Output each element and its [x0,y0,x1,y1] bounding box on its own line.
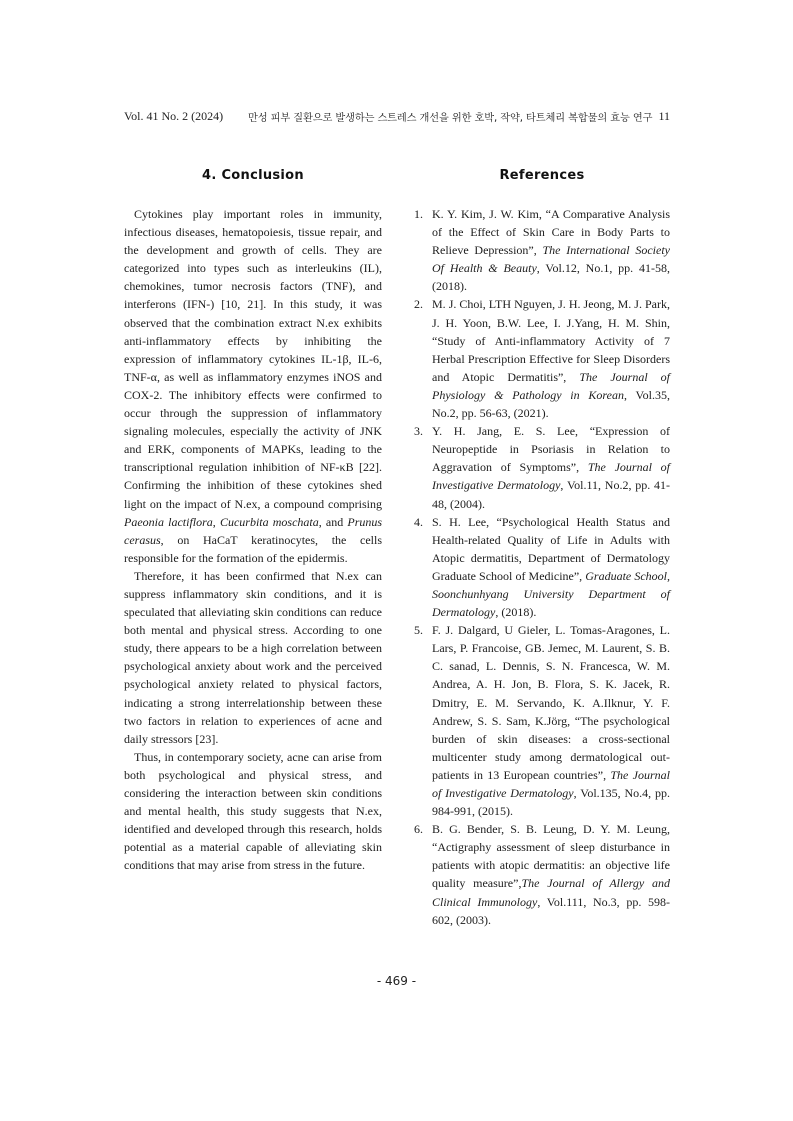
p1-text-b: , on HaCaT keratinocytes, the cells responsible for the formation of the epidermis. [124,532,382,565]
reference-journal: The International Society Of Health & Beauty [432,243,670,276]
species-paeonia: Paeonia lactiflora [124,514,213,529]
reference-list [414,205,670,929]
conclusion-paragraph-3: Thus, in contemporary society, acne can arise from both psychological and physical stress, and considering the interaction between skin conditions and mental health, this study suggests that N.ex, identified and developed through this research, holds potential as a material capable of alleviating skin conditions that may arise from stress in the future. [124,749,382,873]
conclusion-paragraph-2: Therefore, it has been confirmed that N.ex can suppress inflammatory skin conditions, and it is speculated that alleviating skin conditions can reduce both mental and physical stress. According to one study, there appears to be a high correlation between psychological anxiety about work and the perceived psychological anxiety related to physical factors, indicating a strong interrelationship between these two factors in relation to experiences of acne and daily stressors [23]. [124,568,382,746]
reference-authors: M. J. Choi, LTH Nguyen, J. H. Jeong, M. J. Park, J. H. Yoon, B.W. Lee, I. J.Yang, H. M. Shin, “Study of Anti-inflammatory Activity of 7 Herbal Prescription Effective for Sleep Disorders and Atopic Dermatitis”, [432,297,670,384]
reference-authors: B. G. Bender, S. B. Leung, D. Y. M. Leung, “Actigraphy assessment of sleep disturbance in patients with atopic dermatitis: an objective life quality measure”, [432,822,670,891]
species-cucurbita: Cucurbita moschata [219,514,319,529]
reference-journal: The Journal of Physiology & Pathology in Korean [432,369,670,402]
conclusion-body [124,205,382,874]
reference-item [414,513,670,622]
reference-number: 6. [414,822,423,837]
reference-number: 3. [414,424,423,439]
reference-item [414,422,670,512]
journal-volume: Vol. 41 No. 2 (2024) [124,109,224,123]
species-prunus: Prunus cerasus [124,514,383,547]
references-column [414,168,670,941]
reference-journal: The Journal of Investigative Dermatology [432,767,670,800]
reference-number: 1. [414,207,423,221]
reference-item [414,205,670,295]
reference-details: , Vol.35, No.2, pp. 56-63, (2021). [432,387,670,421]
footer-page-number: - 469 - [376,974,417,988]
running-header [124,109,670,127]
p1-text-a: Cytokines play important roles in immunity, infectious diseases, hematopoiesis, tissue repair, and the development and growth of cells. They are categorized into types such as interleukins (IL), chemokines, tumor necrosis factors (TNF), and interferons (IFN-) [10, 21]. In this study, it was observed that the combination extract N.ex exhibits anti-inflammatory effects by inhibiting the expression of inflammatory cytokines IL-1β, IL-6, TNF-α, as well as inflammatory enzymes iNOS and COX-2. The inhibitory effects were confirmed to occur through the suppression of inflammatory signaling molecules, especially the activity of JNK and ERK, components of MAPKs, leading to the transcriptional regulation inhibition of NF-κB [22]. Confirming the inhibition of these cytokines shed light on the impact of N.ex, a compound comprising [124,207,382,511]
reference-item [414,621,670,820]
reference-details: , Vol.135, No.4, pp. 984-991, (2015). [432,786,671,819]
reference-journal: The Journal of Investigative Dermatology [432,460,670,493]
reference-authors: K. Y. Kim, J. W. Kim, “A Comparative Analysis of the Effect of Skin Care in Body Parts to Relieve Depression”, [432,207,670,258]
reference-number: 4. [414,514,423,529]
reference-number: 5. [414,623,423,638]
reference-authors: F. J. Dalgard, U Gieler, L. Tomas-Aragones, L. Lars, P. Francoise, GB. Jemec, M. Laurent, S. B. C. sanad, L. Dennis, S. N. Francesca, W. M. Andrea, A. H. Jon, B. Flora, S. K. Jacek, R. Dmitry, E. M. Servando, K. A.Ilknur, Y. F. Andrew, S. S. Sam, K.Jörg, “The psychological burden of skin diseases: a cross-sectional multicenter study among dermatological out-patients in 13 European countries”, [432,623,670,782]
reference-item [414,820,670,929]
reference-details: , (2018). [495,605,537,620]
reference-details: , Vol.111, No.3, pp. 598-602, (2003). [432,894,670,927]
header-page-number: 11 [658,109,670,123]
reference-details: , Vol.11, No.2, pp. 41-48, (2004). [432,478,670,511]
p1-sep-2: , and [318,514,348,529]
reference-authors: Y. H. Jang, E. S. Lee, “Expression of Neuropeptide in Psoriasis in Relation to Aggravation of Symptoms”, [432,424,670,475]
reference-authors: S. H. Lee, “Psychological Health Status and Health-related Quality of Life in Adults with Atopic dermatitis, Department of Dermatology Graduate School of Medicine”, [432,514,670,583]
reference-journal: The Journal of Allergy and Clinical Immunology [432,876,671,909]
reference-journal: Graduate School, Soonchunhyang University Department of Dermatology [432,568,670,620]
korean-running-title: 만성 피부 질환으로 발생하는 스트레스 개선을 위한 호박, 작약, 타트체리 복합물의 효능 연구 [248,113,653,124]
reference-details: , Vol.12, No.1, pp. 41-58, (2018). [432,261,670,294]
reference-item [414,295,670,422]
references-heading: References [499,168,585,183]
reference-number: 2. [414,297,423,312]
conclusion-column [124,168,382,874]
p1-sep-1: , [212,514,220,529]
conclusion-paragraph-1 [124,205,382,567]
conclusion-heading: 4. Conclusion [202,168,304,183]
